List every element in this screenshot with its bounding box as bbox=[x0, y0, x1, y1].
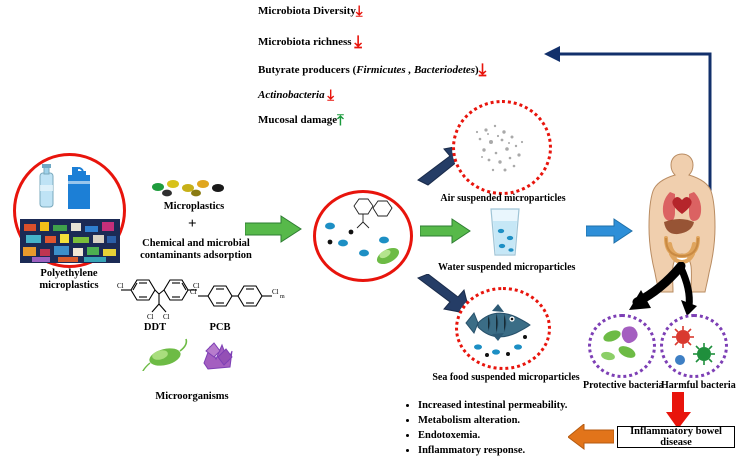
down-arrow-icon: ⤓ bbox=[355, 4, 363, 20]
top-effect-mucosal-damage bbox=[258, 114, 344, 129]
list-item: • Inflammatory response. bbox=[418, 445, 638, 457]
microplastics-label: Microplastics bbox=[163, 201, 225, 212]
caption-line-2: microplastics bbox=[39, 280, 99, 292]
effect-label: Butyrate producers ( bbox=[258, 64, 357, 76]
effect-label: Microbiota richness bbox=[258, 36, 352, 48]
down-arrow-icon: ⤓ bbox=[354, 32, 362, 51]
caption-line-1: Polyethylene bbox=[40, 268, 98, 279]
fish-illustration bbox=[462, 295, 546, 365]
list-item: • Metabolism alteration. bbox=[418, 415, 638, 427]
svg-text:m: m bbox=[280, 294, 285, 300]
svg-text:Cl: Cl bbox=[117, 282, 124, 290]
contaminated-microplastics-contents bbox=[318, 196, 410, 278]
effect-taxa: Firmicutes , Bacteriodetes bbox=[356, 64, 476, 76]
adsorption-label bbox=[129, 238, 263, 262]
list-item: • Increased intestinal permeability. bbox=[418, 400, 638, 412]
black-arrow-to-bacteria-icon bbox=[619, 262, 705, 322]
up-arrow-icon: ⤒ bbox=[337, 113, 344, 129]
red-down-arrow-icon bbox=[666, 392, 692, 430]
svg-text:Cl: Cl bbox=[193, 282, 200, 290]
inflammatory-bowel-disease-box: Inflammatory bowel disease bbox=[617, 426, 735, 448]
top-effect-butyrate-producers bbox=[258, 61, 486, 78]
plastic-items-illustration bbox=[28, 163, 113, 218]
svg-text:Cl: Cl bbox=[272, 288, 279, 296]
effect-taxa: Actinobacteria bbox=[258, 89, 325, 101]
top-effect-microbiota-diversity bbox=[258, 5, 363, 20]
protein-icon bbox=[196, 337, 240, 373]
effect-label-end: ) bbox=[475, 64, 479, 76]
svg-text:Cl: Cl bbox=[190, 288, 197, 296]
adsorption-line-2: contaminants adsorption bbox=[140, 250, 252, 262]
adsorption-line-1: Chemical and microbial bbox=[142, 238, 250, 249]
harmful-bacteria-label: Harmful bacteria bbox=[661, 380, 736, 391]
green-arrow-1-icon bbox=[245, 215, 303, 245]
plus-sign: + bbox=[188, 216, 197, 232]
effect-label: Mucosal damage bbox=[258, 114, 338, 126]
air-suspended-caption: Air suspended microparticles bbox=[440, 193, 566, 204]
pcb-structure-icon bbox=[190, 280, 285, 324]
top-effect-microbiota-richness bbox=[258, 33, 362, 50]
pcb-label: PCB bbox=[209, 322, 231, 333]
microplastic-fragments-photo bbox=[20, 219, 120, 263]
svg-text:Cl: Cl bbox=[163, 313, 170, 321]
outcome-bullet-list bbox=[400, 400, 638, 460]
protective-bacteria-label: Protective bacteria bbox=[583, 380, 664, 391]
water-suspended-caption: Water suspended microparticles bbox=[438, 262, 576, 273]
list-item: • Endotoxemia. bbox=[418, 430, 638, 442]
microorganisms-label: Microorganisms bbox=[155, 391, 229, 402]
svg-text:Cl: Cl bbox=[147, 313, 154, 321]
seafood-suspended-caption: Sea food suspended microparticles bbox=[432, 372, 580, 383]
down-arrow-icon: ⤓ bbox=[327, 88, 334, 104]
harmful-bacteria-icons bbox=[666, 320, 722, 372]
ddt-label: DDT bbox=[143, 322, 167, 333]
microplastic-dots-illustration bbox=[150, 178, 235, 198]
protective-bacteria-icons bbox=[594, 320, 650, 372]
polyethylene-microplastics-caption bbox=[9, 268, 129, 292]
bacterium-icon bbox=[140, 337, 190, 371]
green-arrow-2-icon bbox=[420, 218, 472, 246]
down-arrow-icon: ⤓ bbox=[478, 60, 487, 79]
top-effect-actinobacteria bbox=[258, 89, 334, 104]
effect-label: Microbiota Diversity bbox=[258, 5, 356, 17]
